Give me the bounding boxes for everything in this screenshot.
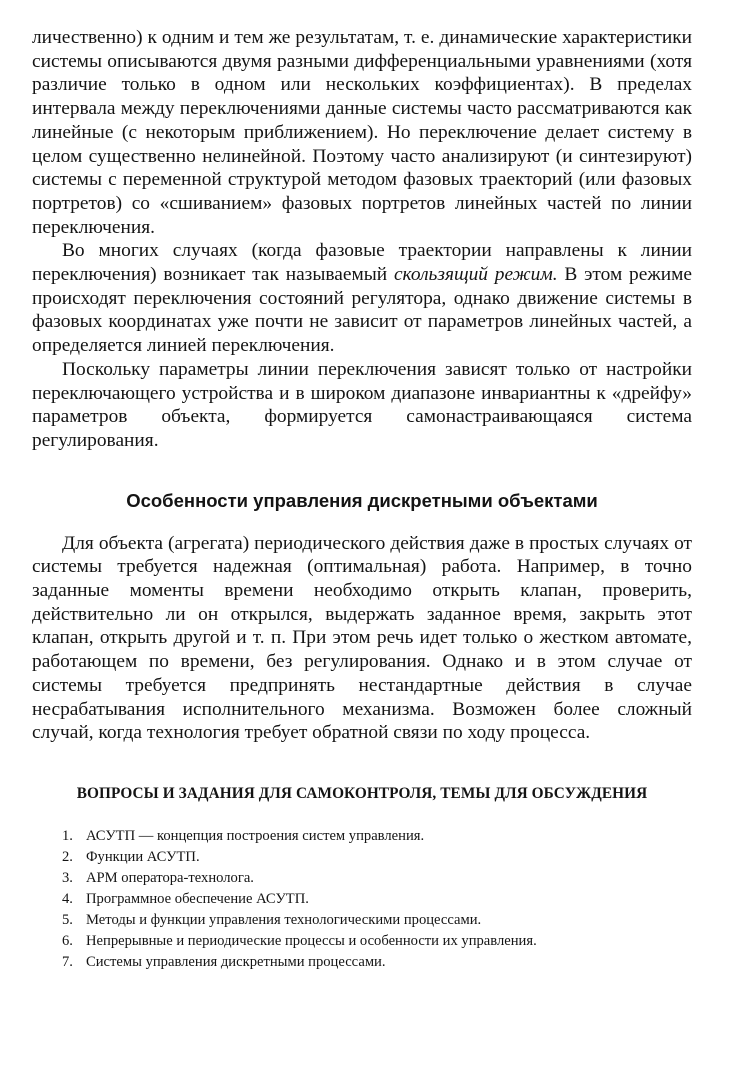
list-item-number: 6. xyxy=(62,932,73,949)
paragraph-self-tuning: Поскольку параметры линии переключения зависят только от настройки переключающего устройства и в широком диапазоне инвариантны к «дрейфу» параметров объекта, формируется самонастраивающаяся система регулирования. xyxy=(32,358,692,451)
list-item xyxy=(62,910,692,931)
paragraph-sliding-mode xyxy=(32,239,692,358)
paragraph-switching-systems: личественно) к одним и тем же результатам, т. е. динамические характеристики системы описываются двумя разными дифференциальными уравнениями (хотя различие только в одном или нескольких коэффициентах). В пределах интервала между переключениями данные системы часто рассматриваются как линейные (с некоторым приближением). Но переключение делает систему в целом существенно нелинейной. Поэтому часто анализируют (и синтезируют) системы с переменной структурой методом фазовых траекторий (или фазовых портретов) со «сшиванием» фазовых портретов линейных частей по линии переключения. xyxy=(32,27,692,238)
list-item-number: 4. xyxy=(62,890,73,907)
list-item-text: Программное обеспечение АСУТП. xyxy=(86,890,309,907)
list-item xyxy=(62,952,692,973)
list-item-text: Непрерывные и периодические процессы и особенности их управления. xyxy=(86,932,537,949)
list-item xyxy=(62,931,692,952)
list-item-number: 3. xyxy=(62,869,73,886)
list-item-number: 7. xyxy=(62,953,73,970)
list-item-number: 5. xyxy=(62,911,73,928)
list-item-text: Системы управления дискретными процессами. xyxy=(86,953,386,970)
list-item xyxy=(62,847,692,868)
paragraph-sliding-mode-start: Во многих случаях (когда фазовые траектории направлены к линии переключения) возникает так называемый xyxy=(32,240,692,286)
paragraph-discrete-objects: Для объекта (агрегата) периодического действия даже в простых случаях от системы требуется надежная (оптимальная) работа. Например, в точно заданные моменты времени необходимо открыть клапан, проверить, действительно ли он открылся, выдержать заданное время, закрыть этот клапан, открыть другой и т. п. При этом речь идет только о жестком автомате, работающем по времени, без регулирования. Однако и в этом случае от системы требуется предпринять нестандартные действия в случае несрабатывания исполнительного механизма. Возможен более сложный случай, когда технология требует обратной связи по ходу процесса. xyxy=(32,532,692,744)
list-item-text: АРМ оператора-технолога. xyxy=(86,869,254,886)
list-item-text: Функции АСУТП. xyxy=(86,848,200,865)
section-heading: Особенности управления дискретными объектами xyxy=(126,489,598,511)
paragraph-sliding-mode-end: В этом режиме происходят переключения состояний регулятора, однако движение системы в фазовых координатах уже почти не зависит от параметров линейных частей, а определяется линией переключения. xyxy=(32,264,692,357)
list-item-text: Методы и функции управления технологическими процессами. xyxy=(86,911,482,928)
list-item-text: АСУТП — концепция построения систем управления. xyxy=(86,827,425,844)
list-item-number: 1. xyxy=(62,827,73,844)
list-item-number: 2. xyxy=(62,848,73,865)
questions-list xyxy=(32,826,692,973)
questions-title: ВОПРОСЫ И ЗАДАНИЯ ДЛЯ САМОКОНТРОЛЯ, ТЕМЫ ДЛЯ ОБСУЖДЕНИЯ xyxy=(76,784,648,802)
list-item xyxy=(62,826,692,847)
list-item xyxy=(62,868,692,889)
term-sliding-mode: скользящий режим. xyxy=(393,264,558,286)
list-item xyxy=(62,889,692,910)
document-page xyxy=(32,26,692,973)
